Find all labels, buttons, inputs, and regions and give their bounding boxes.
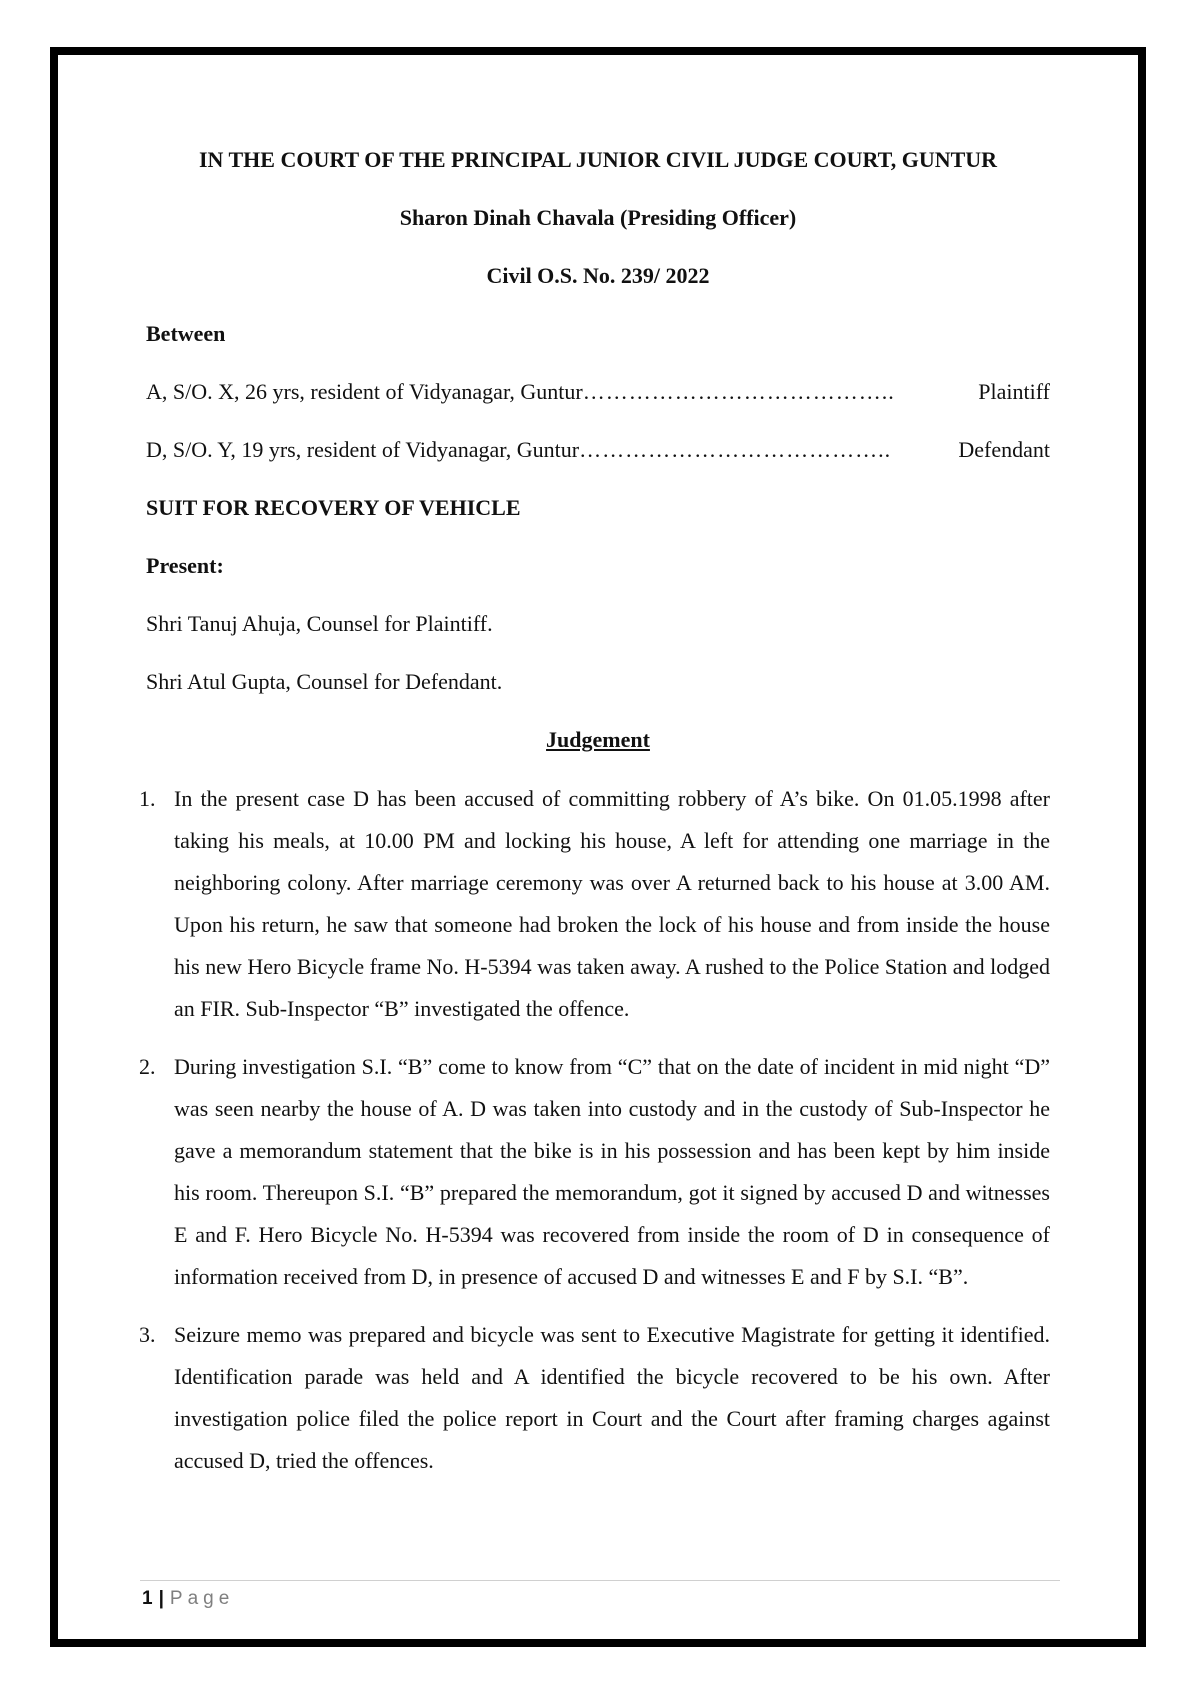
counsel-plaintiff: Shri Tanuj Ahuja, Counsel for Plaintiff. — [146, 611, 493, 636]
footer-divider — [140, 1580, 1060, 1581]
paragraph-text: Seizure memo was prepared and bicycle was sent to Executive Magistrate for getting it identified. Identification parade was held and A identified the bicycle recovered to be his own. After investigation police filed the police report in Court and the Court after framing charges against accused D, tried the offences. — [174, 1322, 1050, 1473]
court-heading: IN THE COURT OF THE PRINCIPAL JUNIOR CIVIL JUDGE COURT, GUNTUR — [198, 147, 998, 172]
defendant-description: D, S/O. Y, 19 yrs, resident of Vidyanagar, Guntur — [146, 437, 580, 462]
defendant-role: Defendant — [958, 437, 1050, 462]
judgement-paragraphs — [139, 778, 1050, 1482]
paragraph-number: 1. — [139, 786, 156, 811]
counsel-defendant: Shri Atul Gupta, Counsel for Defendant. — [146, 669, 503, 694]
defendant-line — [146, 430, 1050, 488]
paragraph-text: In the present case D has been accused of committing robbery of A’s bike. On 01.05.1998 after taking his meals, at 10.00 PM and locking his house, A left for attending one marriage in the neighboring colony. After marriage ceremony was over A returned back to his house at 3.00 AM. Upon his return, he saw that someone had broken the lock of his house and from inside the house his new Hero Bicycle frame No. H-5394 was taken away. A rushed to the Police Station and lodged an FIR. Sub-Inspector “B” investigated the offence. — [174, 786, 1050, 1021]
paragraph-text: During investigation S.I. “B” come to know from “C” that on the date of incident in mid night “D” was seen nearby the house of A. D was taken into custody and in the custody of Sub-Inspector he gave a memorandum statement that the bike is in his possession and has been kept by him inside his room. Thereupon S.I. “B” prepared the memorandum, got it signed by accused D and witnesses E and F. Hero Bicycle No. H-5394 was recovered from inside the room of D in consequence of information received from D, in presence of accused D and witnesses E and F by S.I. “B”. — [174, 1054, 1050, 1289]
suit-title: SUIT FOR RECOVERY OF VEHICLE — [146, 495, 521, 520]
paragraph-number: 3. — [139, 1322, 156, 1347]
case-number: Civil O.S. No. 239/ 2022 — [486, 263, 710, 288]
paragraph-number: 2. — [139, 1054, 156, 1079]
page-word: Page — [169, 1588, 235, 1609]
defendant-leader-dots: ………………………………….. — [579, 437, 892, 462]
plaintiff-description: A, S/O. X, 26 yrs, resident of Vidyanagar, Guntur — [146, 379, 583, 404]
between-label: Between — [146, 321, 226, 346]
page-number: 1 — [142, 1588, 153, 1609]
plaintiff-role: Plaintiff — [978, 379, 1050, 404]
paragraph — [139, 1314, 1050, 1482]
page-footer — [142, 1588, 234, 1610]
footer-separator: | — [158, 1588, 164, 1609]
presiding-officer: Sharon Dinah Chavala (Presiding Officer) — [399, 205, 797, 230]
judgement-title: Judgement — [546, 727, 650, 752]
document-body — [139, 140, 1050, 1498]
paragraph — [139, 778, 1050, 1030]
present-label: Present: — [146, 553, 224, 578]
plaintiff-line — [146, 372, 1050, 430]
paragraph — [139, 1046, 1050, 1298]
plaintiff-leader-dots: ………………………………….. — [582, 379, 895, 404]
